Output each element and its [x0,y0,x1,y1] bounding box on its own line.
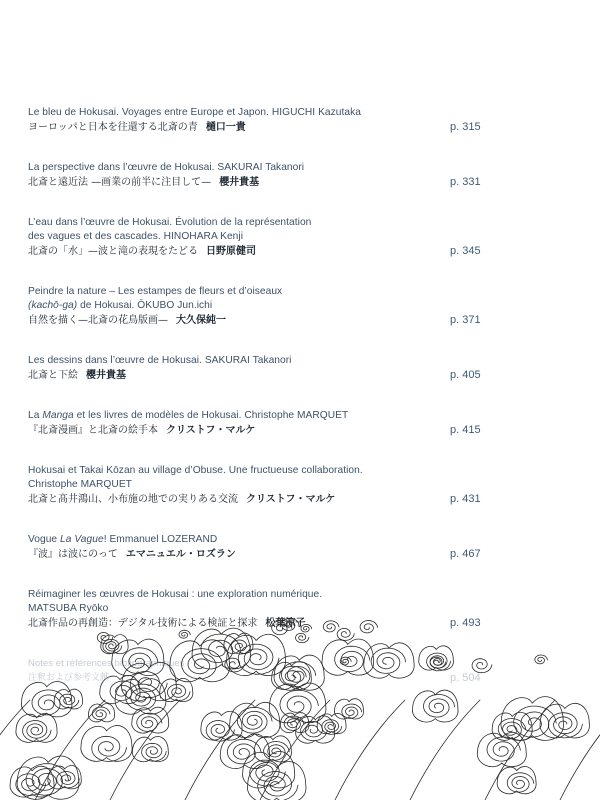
wave-curl [301,624,312,632]
wave-lobe [322,639,374,675]
entry-author-jp: 大久保純一 [176,315,226,326]
entry-title-fr-line2: Christophe MARQUET [28,479,132,490]
entry-page-number: p. 315 [450,121,481,133]
wave-lobe [477,732,526,766]
entry-title-fr: Les dessins dans l’œuvre de Hokusai. SAKURAI Takanori [28,355,292,366]
entry-title-fr: Réimaginer les œuvres de Hokusai : une exploration numérique. [28,589,323,600]
wave-curl [23,721,51,742]
entry-title-fr-rest: ! Emmanuel LOZERAND [103,534,218,545]
wave-curl [322,720,342,735]
entry-author-jp: 松葉涼子 [265,618,306,629]
wave-line [560,700,600,800]
wave-curl [535,655,548,664]
wave-lobe [317,713,346,733]
entry-title-fr-italic: (kachō-ga) [28,300,78,311]
entry-title-jp [28,492,458,507]
entry-title-fr: La perspective dans l’œuvre de Hokusai. SAKURAI Takanori [28,162,305,173]
entry-title-jp [28,175,458,190]
entry-title-fr-pre: Vogue [28,534,61,545]
wave-curl [137,713,162,731]
entry-page-number: p. 431 [450,493,481,505]
wave-curl [103,639,122,653]
wave-lobe [540,703,589,738]
entry-page-number: p. 493 [450,617,481,629]
wave-illustration [0,600,600,800]
entry-page-number: p. 415 [450,424,481,436]
wave-line [335,700,405,800]
entry-title-fr-pre: La [28,410,43,421]
entry-title-fr: Le bleu de Hokusai. Voyages entre Europe et Japon. HIGUCHI Kazutaka [28,107,361,118]
wave-curl [371,648,406,673]
entry-page-number: p. 504 [450,672,481,684]
wave-curl [424,695,455,718]
wave-curl [231,640,251,654]
entry-page-number: p. 467 [450,548,481,560]
entry-title-fr-italic: La Vague [60,534,104,545]
entry-title-jp-text: ヨーロッパと日本を往還する北斎の青 [28,122,198,133]
wave-curl [472,659,492,673]
entry-author-jp: エマニュエル・ロズラン [125,549,236,560]
entry-title-jp [28,244,458,259]
wave-curl [342,704,362,718]
wave-lobe [247,762,306,800]
wave-curl [238,644,279,674]
wave-lobe [334,699,363,719]
toc-entry[interactable] [28,285,548,328]
wave-curl [337,628,354,640]
toc-entry[interactable] [28,216,548,259]
entry-title-fr-rest: et les livres de modèles de Hokusai. Christophe MARQUET [73,410,349,421]
entry-title-fr-rest: de Hokusai. ŌKUBO Jun.ichi [77,300,213,311]
entry-title-jp [28,547,458,562]
entry-author-jp: 日野原健司 [206,246,256,257]
toc-entry[interactable] [28,161,548,190]
entry-title-fr: Peindre la nature – Les estampes de fleurs et d’oiseaux [28,286,283,297]
wave-curl [360,621,377,633]
toc-entry[interactable] [28,533,548,562]
wave-line [110,700,180,800]
wave-curl [280,666,307,685]
entry-page-number: p. 405 [450,369,481,381]
wave-curl [57,772,80,788]
entry-title-fr [28,533,458,547]
wave-curl [548,713,582,738]
entry-author-jp: 樋口一貴 [205,122,246,133]
entry-title-fr-italic: Manga [42,410,74,421]
entry-title-jp-text: 北斎と下絵 [28,370,78,381]
entry-title-jp [28,368,458,383]
entry-title-jp-text: 『波』は波にのって [28,549,118,560]
wave-curl [264,741,290,760]
entry-title-jp-text: 自然を描く—北斎の花鳥版画— [28,315,168,326]
entry-title-jp-text: 北斎と髙井鴻山、小布施の地での実りある交流 [28,494,238,505]
wave-lobe [201,711,242,740]
entry-author-jp: クリストフ・マルケ [166,425,256,436]
entry-title-fr [28,409,458,423]
wave-curl [179,630,190,638]
toc-entry[interactable] [28,106,548,135]
toc-entry[interactable] [28,354,548,383]
entry-title-jp-text: 北斎の「水」—波と滝の表現をたどる [28,246,198,257]
wave-curl [142,743,167,761]
entry-title-fr: Notes et références bibliographiques [28,658,185,669]
wave-curl [323,621,339,632]
wave-curl [92,707,110,720]
wave-curl [32,690,66,715]
entry-page-number: p. 371 [450,314,481,326]
entry-title-fr-line2 [28,299,458,313]
wave-curl [167,684,190,700]
entry-title-fr-line2: MATSUBA Ryōko [28,603,109,614]
wave-curl [507,773,534,792]
entry-title-fr-line2: des vagues et des cascades. HINOHARA Kenji [28,231,244,242]
entry-author-jp: クリストフ・マルケ [246,494,336,505]
entry-page-number: p. 345 [450,245,481,257]
entry-author-jp: 櫻井貴基 [86,370,126,381]
entry-author-jp: 櫻井貴基 [219,177,260,188]
wave-curl [110,681,137,701]
wave-curl [122,648,158,674]
entry-title-fr: L’eau dans l’œuvre de Hokusai. Évolution de la représentation [28,217,312,228]
wave-curl [340,657,351,665]
wave-curl [498,719,526,739]
toc-entry[interactable] [28,409,548,438]
toc-entry[interactable] [28,464,548,507]
wave-curl [92,736,127,761]
entry-title-jp-text: 北斎と遠近法 —画業の前半に注目して— [28,177,212,188]
wave-curl [296,633,309,642]
entry-title-jp [28,423,458,438]
entry-title-jp [28,120,458,135]
entry-title-jp-text: 『北斎漫画』と北斎の絵手本 [28,425,158,436]
entry-title-jp-text: 北斎作品の再創造：デジタル技術による検証と探求 [28,618,258,629]
entry-title-fr: Hokusai et Takai Kōzan au village d’Obuse. Une fructueuse collaboration. [28,465,363,476]
entry-title-jp-text: 注釈および参考文献 [28,673,110,683]
entry-page-number: p. 331 [450,176,481,188]
entry-title-jp [28,313,458,328]
wave-lobe [497,767,536,794]
